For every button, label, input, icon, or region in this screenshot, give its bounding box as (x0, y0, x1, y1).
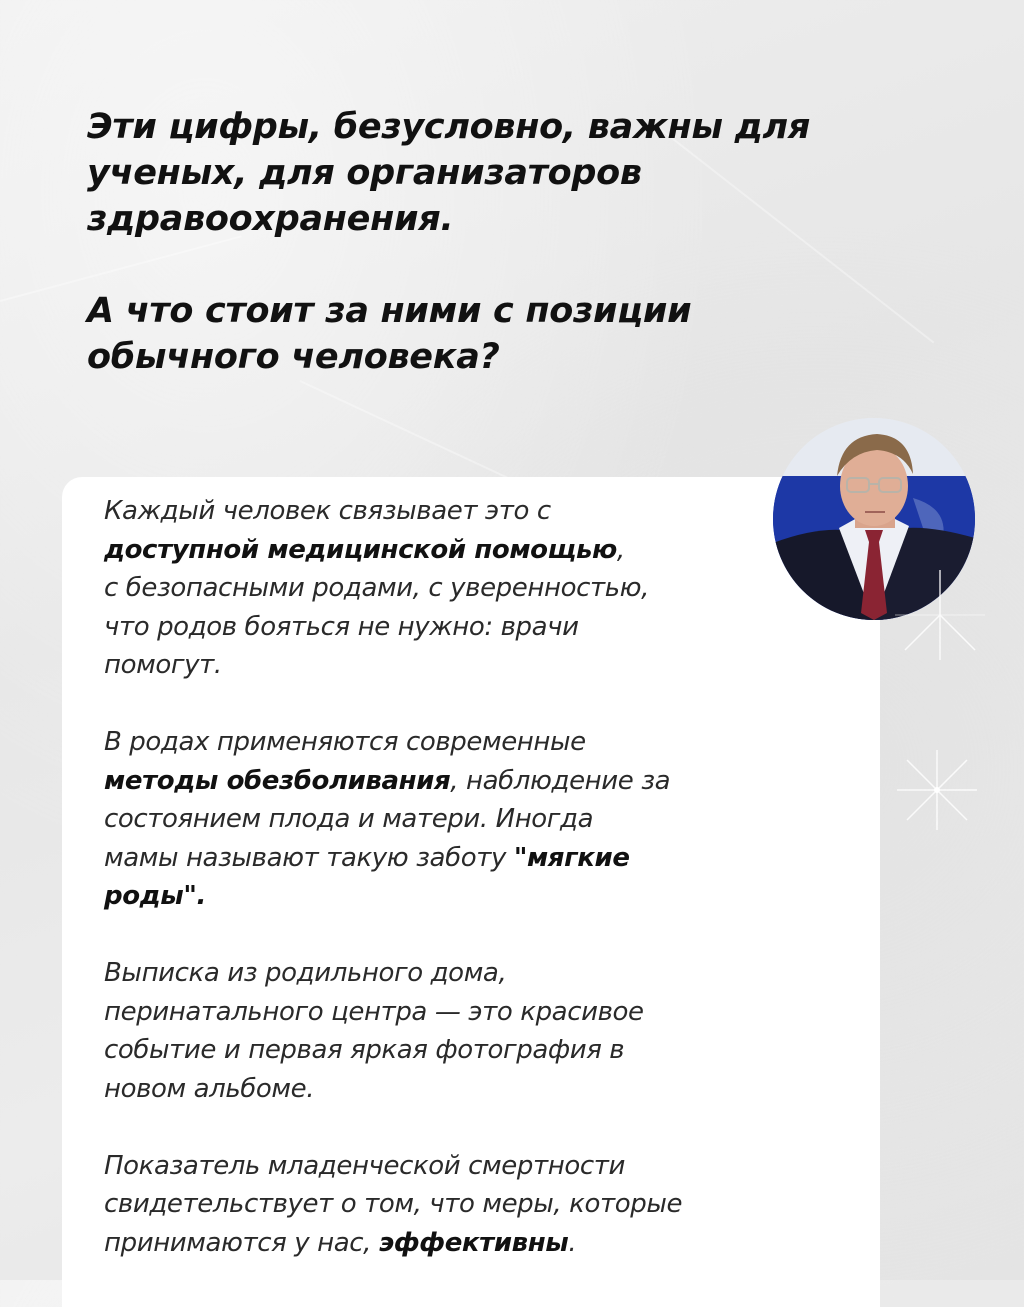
text-line: событие и первая яркая фотография в (104, 1035, 625, 1065)
text-fragment: , наблюдение за (450, 765, 671, 796)
headline (87, 104, 907, 380)
sparkle-icon (892, 745, 982, 835)
text-fragment: , (616, 534, 625, 565)
text-line (104, 839, 824, 878)
text-line (104, 1224, 824, 1263)
text-line (104, 877, 824, 916)
text-line (104, 531, 824, 570)
card-paragraph-2 (104, 723, 824, 916)
card-paragraph-1 (104, 492, 824, 685)
headline-line: обычного человека? (87, 337, 500, 377)
emphasis-text: роды". (104, 881, 207, 911)
text-line: состоянием плода и матери. Иногда (104, 804, 594, 834)
headline-paragraph-1 (87, 104, 907, 242)
sparkle-icon (895, 570, 985, 660)
text-line: что родов бояться не нужно: врачи (104, 611, 579, 642)
emphasis-text: методы обезболивания (104, 765, 451, 796)
headline-line: Эти цифры, безусловно, важны для (87, 107, 811, 147)
text-line: Показатель младенческой смертности (104, 1150, 625, 1181)
headline-line: здравоохранения. (87, 199, 454, 239)
text-line: помогут. (104, 650, 222, 680)
text-line: Каждый человек связывает это с (104, 496, 551, 526)
card-body (104, 492, 824, 1301)
text-fragment: мамы называют такую заботу (104, 842, 514, 873)
text-fragment: принимаются у нас, (104, 1227, 379, 1258)
card-paragraph-3 (104, 954, 824, 1108)
headline-paragraph-2 (87, 288, 907, 380)
text-line: перинатального центра — это красивое (104, 996, 644, 1027)
text-line (104, 762, 824, 801)
headline-line: ученых, для организаторов (87, 153, 642, 193)
text-line: новом альбоме. (104, 1073, 315, 1104)
text-line: В родах применяются современные (104, 727, 586, 757)
text-line: свидетельствует о том, что меры, которые (104, 1189, 683, 1219)
card-paragraph-4 (104, 1147, 824, 1263)
headline-line: А что стоит за ними с позиции (87, 291, 692, 331)
text-line: Выписка из родильного дома, (104, 958, 507, 988)
emphasis-text: эффективны (378, 1227, 569, 1258)
emphasis-text: доступной медицинской помощью (104, 534, 617, 565)
text-line: с безопасными родами, с уверенностью, (104, 573, 649, 603)
emphasis-text: "мягкие (513, 842, 630, 873)
text-fragment: . (568, 1227, 577, 1258)
